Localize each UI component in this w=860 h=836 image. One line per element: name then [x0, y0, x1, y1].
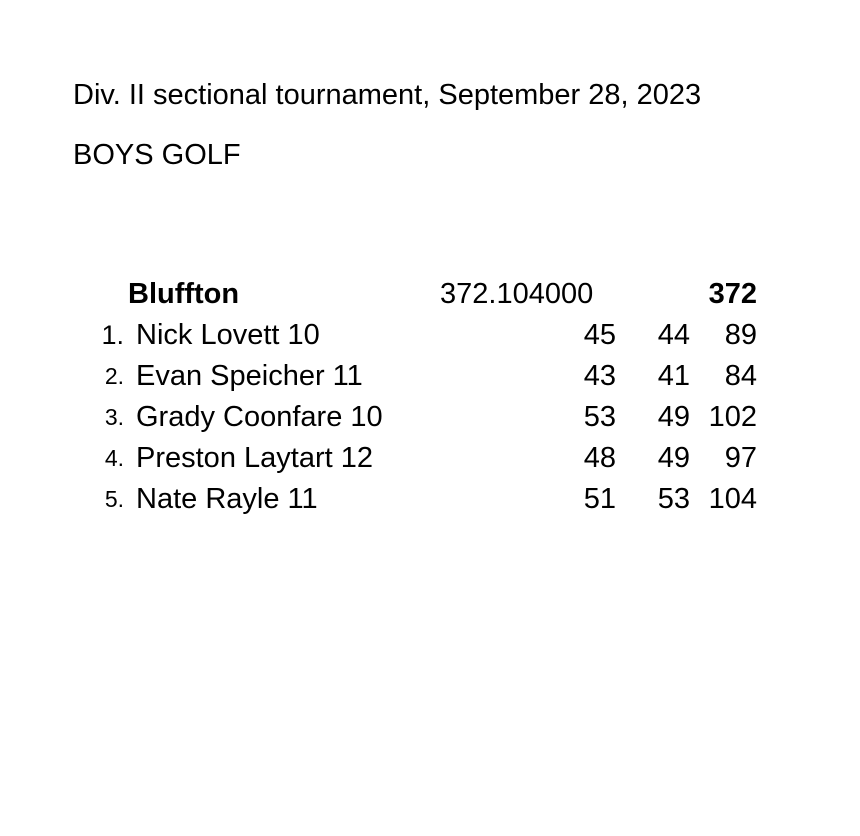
front-nine-score: 51	[583, 483, 616, 515]
player-place: 2.	[104, 363, 124, 389]
front-nine-score: 48	[583, 442, 616, 474]
player-name: Evan Speicher 11	[136, 360, 363, 392]
player-name: Nick Lovett 10	[136, 319, 320, 351]
player-total-score: 84	[724, 360, 757, 392]
team-row	[0, 274, 860, 315]
player-place: 3.	[104, 404, 124, 430]
front-nine-score: 53	[583, 401, 616, 433]
back-nine-score: 41	[657, 360, 690, 392]
front-nine-score: 45	[583, 319, 616, 351]
player-place: 1.	[101, 320, 124, 350]
player-name: Nate Rayle 11	[136, 483, 318, 515]
player-total-score: 97	[724, 442, 757, 474]
player-name: Grady Coonfare 10	[136, 401, 383, 433]
team-name: Bluffton	[128, 278, 240, 310]
player-total-score: 102	[708, 401, 757, 433]
sport-heading: BOYS GOLF	[73, 139, 241, 171]
back-nine-score: 49	[657, 401, 690, 433]
back-nine-score: 53	[657, 483, 690, 515]
front-nine-score: 43	[583, 360, 616, 392]
team-total: 372	[708, 278, 757, 310]
team-results	[0, 274, 860, 520]
back-nine-score: 44	[657, 319, 690, 351]
player-row	[0, 479, 860, 520]
player-total-score: 89	[724, 319, 757, 351]
player-place: 5.	[104, 486, 124, 512]
player-place: 4.	[104, 445, 124, 471]
player-row	[0, 397, 860, 438]
player-total-score: 104	[708, 483, 757, 515]
player-name: Preston Laytart 12	[136, 442, 373, 474]
player-row	[0, 315, 860, 356]
back-nine-score: 49	[657, 442, 690, 474]
team-raw-score: 372.104000	[440, 278, 594, 310]
tournament-subtitle: Div. II sectional tournament, September 28, 2023	[73, 79, 702, 111]
player-row	[0, 356, 860, 397]
player-row	[0, 438, 860, 479]
